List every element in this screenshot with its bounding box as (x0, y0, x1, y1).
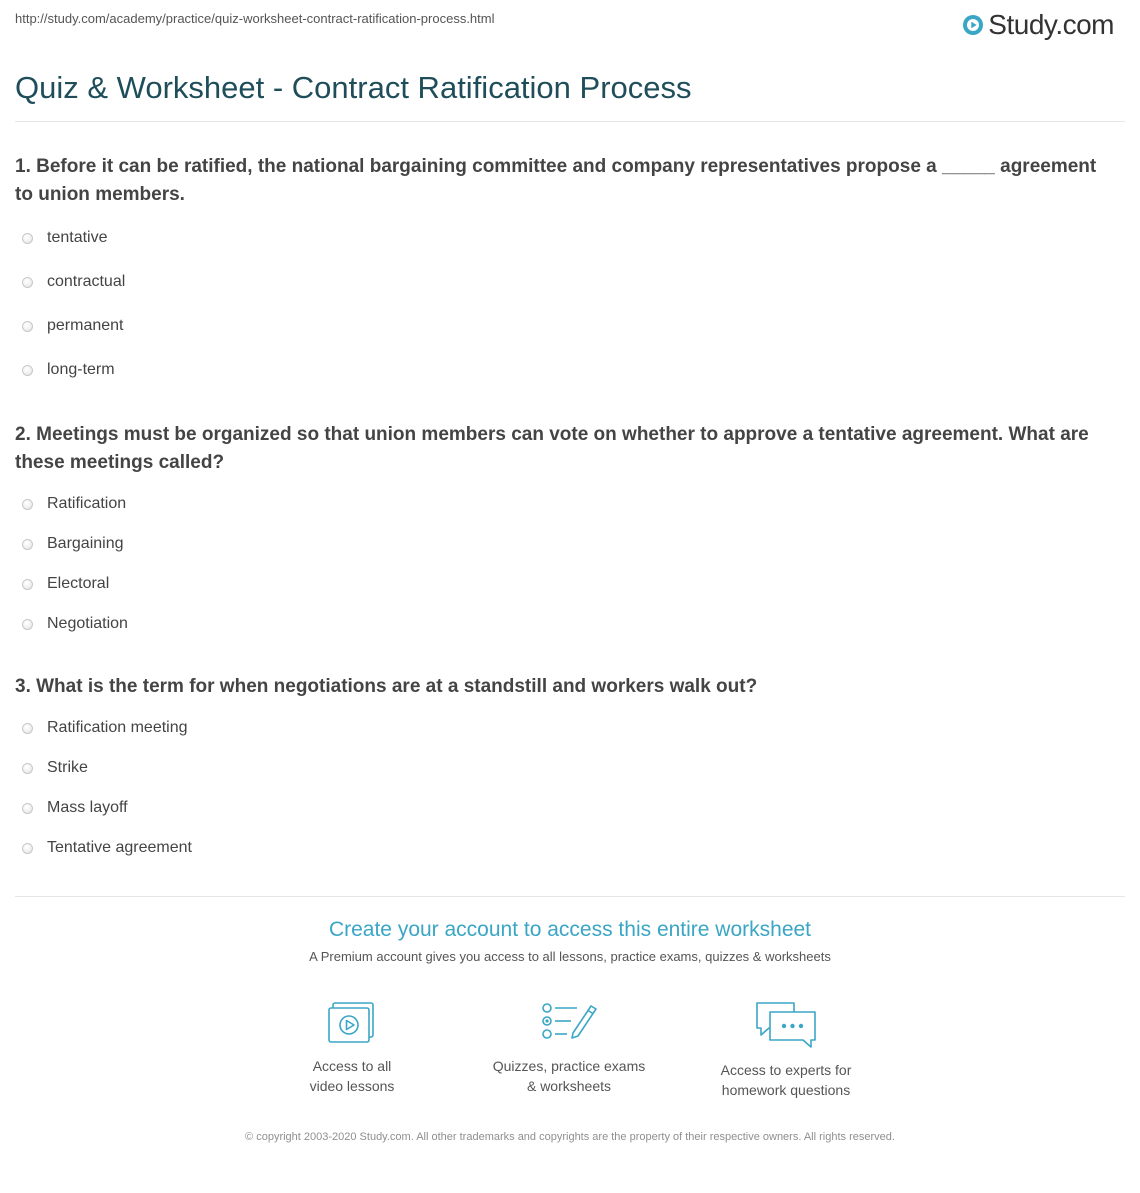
video-lessons-icon (326, 1000, 378, 1046)
option-label: Electoral (47, 575, 110, 592)
radio-button[interactable] (22, 763, 33, 774)
q2-option-2[interactable] (22, 532, 124, 556)
radio-button[interactable] (22, 365, 33, 376)
q1-option-2[interactable] (22, 270, 125, 294)
option-label: long-term (47, 361, 115, 378)
option-label: Strike (47, 759, 88, 776)
question-3-text: 3. What is the term for when negotiations are at a standstill and workers walk out? (15, 676, 758, 697)
option-label: Ratification meeting (47, 719, 188, 736)
radio-button[interactable] (22, 499, 33, 510)
option-label: Mass layoff (47, 799, 128, 816)
play-circle-icon (962, 14, 984, 36)
q3-option-4[interactable] (22, 836, 192, 860)
option-label: Bargaining (47, 535, 124, 552)
feature-video-lessons (252, 1000, 452, 1096)
feature-text: Quizzes, practice exams & worksheets (492, 1058, 646, 1094)
q1-option-4[interactable] (22, 358, 115, 382)
top-bar (0, 0, 1140, 50)
q1-option-1[interactable] (22, 226, 107, 250)
logo-text: Study.com (988, 9, 1114, 40)
q1-option-3[interactable] (22, 314, 124, 338)
option-label: Tentative agreement (47, 839, 192, 856)
option-label: Ratification (47, 495, 127, 512)
option-label: Negotiation (47, 615, 128, 632)
quiz-divider (15, 896, 1125, 897)
radio-button[interactable] (22, 619, 33, 630)
study-logo[interactable] (962, 8, 1114, 42)
radio-button[interactable] (22, 277, 33, 288)
option-label: permanent (47, 317, 124, 334)
radio-button[interactable] (22, 579, 33, 590)
cta-title-link[interactable]: Create your account to access this entire worksheet (328, 918, 812, 941)
cta-subtitle: A Premium account gives you access to all lessons, practice exams, quizzes & worksheets (309, 949, 831, 964)
feature-text: Access to all video lessons (309, 1058, 395, 1094)
question-1-text: 1. Before it can be ratified, the national bargaining committee and company representatives propose a _____ agreement to union members. (15, 156, 1097, 205)
radio-button[interactable] (22, 843, 33, 854)
chat-experts-icon (754, 1000, 818, 1050)
radio-button[interactable] (22, 723, 33, 734)
option-label: tentative (47, 229, 108, 246)
page-url[interactable]: http://study.com/academy/practice/quiz-worksheet-contract-ratification-process.html (15, 11, 495, 26)
radio-button[interactable] (22, 321, 33, 332)
feature-text: Access to experts for homework questions (720, 1062, 852, 1098)
q3-option-1[interactable] (22, 716, 188, 740)
q3-option-2[interactable] (22, 756, 88, 780)
option-label: contractual (47, 273, 126, 290)
q3-option-3[interactable] (22, 796, 128, 820)
title-divider (15, 121, 1125, 122)
radio-button[interactable] (22, 803, 33, 814)
feature-experts (686, 1000, 886, 1100)
quiz-checklist-icon (541, 1000, 597, 1046)
q2-option-1[interactable] (22, 492, 126, 516)
q2-option-3[interactable] (22, 572, 109, 596)
radio-button[interactable] (22, 539, 33, 550)
footer-copyright: © copyright 2003-2020 Study.com. All other trademarks and copyrights are the property of their respective owners. All rights reserved. (245, 1131, 895, 1143)
page-title: Quiz & Worksheet - Contract Ratification Process (15, 70, 692, 105)
feature-quizzes (469, 1000, 669, 1096)
question-2-text: 2. Meetings must be organized so that union members can vote on whether to approve a tentative agreement. What are these meetings called? (15, 424, 1089, 473)
q2-option-4[interactable] (22, 612, 128, 636)
radio-button[interactable] (22, 233, 33, 244)
